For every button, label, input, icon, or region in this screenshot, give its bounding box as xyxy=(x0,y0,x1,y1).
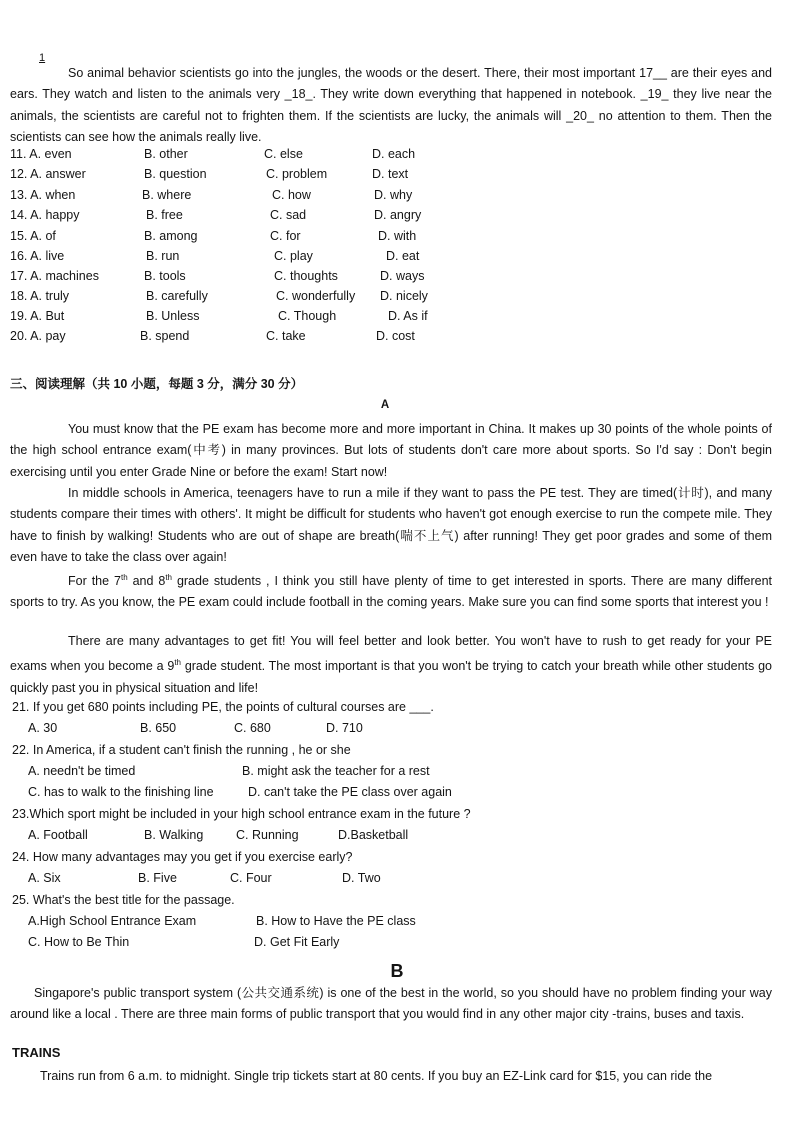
cloze-option-row xyxy=(10,246,470,266)
passage-b-label: B xyxy=(390,961,404,981)
cloze-option-row xyxy=(10,326,470,346)
option-c: C. play xyxy=(274,249,313,263)
option-b: B. among xyxy=(144,229,198,243)
paragraph-text: Singapore's public transport system (公共交通系统) is one of the best in the world, so you should have no problem finding your way around like a local . There are three main forms of public transport that you would find in any other major city -trains, buses and taxis. xyxy=(10,986,772,1021)
option-b: B. Walking xyxy=(144,828,204,842)
cloze-option-row xyxy=(10,306,470,326)
option-d: D.Basketball xyxy=(338,828,409,842)
option-b: B. free xyxy=(146,208,183,222)
cloze-option-row xyxy=(10,205,470,225)
option-b: B. might ask the teacher for a rest xyxy=(242,764,430,778)
passage-a-p3 xyxy=(10,567,772,614)
option-a: 15. A. of xyxy=(10,229,56,243)
passage-a-p2 xyxy=(10,483,772,568)
option-c: C. for xyxy=(270,229,301,243)
page-number: 1 xyxy=(39,52,46,64)
option-d: D. text xyxy=(372,167,409,181)
cloze-option-row xyxy=(10,164,470,184)
passage-a-p4 xyxy=(10,631,772,699)
option-c: C. else xyxy=(264,147,303,161)
paragraph-text: Trains run from 6 a.m. to midnight. Single trip tickets start at 80 cents. If you buy an EZ-Link card for $15, you can ride the xyxy=(40,1069,713,1083)
cloze-option-row xyxy=(10,226,470,246)
option-c: C. has to walk to the finishing line xyxy=(28,785,214,799)
option-b: B. spend xyxy=(140,329,190,343)
option-c: C. thoughts xyxy=(274,269,338,283)
question-stem: 21. If you get 680 points including PE, the points of cultural courses are ___. xyxy=(12,700,434,714)
cloze-option-row xyxy=(10,286,470,306)
option-b: B. How to Have the PE class xyxy=(256,914,416,928)
passage-b-intro xyxy=(10,983,772,1024)
cloze-option-row xyxy=(10,144,470,164)
question-stem: 23.Which sport might be included in your high school entrance exam in the future ? xyxy=(12,807,471,821)
paragraph-text-start: There are many advantages to get fit! You will feel better and look better. You won't have to rush to get ready for your PE exams when you become a 9 xyxy=(10,634,772,674)
option-d: D. As if xyxy=(388,309,428,323)
option-c: C. sad xyxy=(270,208,307,222)
option-a: A. needn't be timed xyxy=(28,764,136,778)
option-c: C. Running xyxy=(236,828,299,842)
paragraph-text: In middle schools in America, teenagers have to run a mile if they want to pass the PE test. They are timed(计时), and many students compare their times with others'. It might be difficult for students who haven't got enough exercise to run the compete mile. They have to finish by walking! Students who are out of shape are breath(喘不上气) after running! They get poor grades and some of them even have to take the class over again! xyxy=(10,486,772,564)
option-d: D. cost xyxy=(376,329,415,343)
option-d: D. Get Fit Early xyxy=(254,935,340,949)
option-a: 19. A. But xyxy=(10,309,65,323)
option-a: 14. A. happy xyxy=(10,208,80,222)
passage-a-label: A xyxy=(380,399,390,411)
option-d: D. 710 xyxy=(326,721,363,735)
option-a: A. Football xyxy=(28,828,88,842)
option-c: C. how xyxy=(272,188,311,202)
section-title: 三、阅读理解（共 10 小题，每题 3 分，满分 30 分） xyxy=(10,377,304,391)
option-a: A.High School Entrance Exam xyxy=(28,914,197,928)
option-a: 20. A. pay xyxy=(10,329,66,343)
superscript: th xyxy=(120,573,128,582)
option-d: D. nicely xyxy=(380,289,428,303)
option-d: D. ways xyxy=(380,269,425,283)
option-b: B. tools xyxy=(144,269,186,283)
question-stem: 24. How many advantages may you get if you exercise early? xyxy=(12,850,353,864)
option-d: D. Two xyxy=(342,871,381,885)
option-a: A. 30 xyxy=(28,721,58,735)
option-b: B. Unless xyxy=(146,309,200,323)
option-a: 17. A. machines xyxy=(10,269,99,283)
option-b: B. 650 xyxy=(140,721,177,735)
option-b: B. carefully xyxy=(146,289,208,303)
option-c: C. wonderfully xyxy=(276,289,356,303)
option-c: C. Though xyxy=(278,309,337,323)
paragraph-text: You must know that the PE exam has become more and more important in China. It makes up 30 points of the whole points of the high school entrance exam(中考) in many provinces. But lots of students don't care more about sports. So I'd say : Don't begin exercising until you enter Grade Nine or before the exam! Start now! xyxy=(10,422,772,479)
option-c: C. 680 xyxy=(234,721,271,735)
question-stem: 22. In America, if a student can't finish the running , he or she xyxy=(12,743,351,757)
cloze-option-row xyxy=(10,185,470,205)
paragraph-text-mid: and 8 xyxy=(127,574,166,589)
option-c: C. Four xyxy=(230,871,272,885)
option-a: A. Six xyxy=(28,871,61,885)
paragraph-text-start: For the 7 xyxy=(68,574,121,589)
superscript: th xyxy=(165,573,172,582)
option-a: 16. A. live xyxy=(10,249,65,263)
trains-text xyxy=(10,1066,772,1088)
cloze-option-row xyxy=(10,266,470,286)
paragraph-text-rest: grade student. The most important is that you won't be trying to catch your breath while other students go quickly past you in physical situation and life! xyxy=(10,659,772,695)
trains-heading: TRAINS xyxy=(12,1045,61,1060)
option-d: D. each xyxy=(372,147,416,161)
option-d: D. with xyxy=(378,229,417,243)
option-b: B. run xyxy=(146,249,180,263)
paragraph-text-rest: grade students , I think you still have plenty of time to get interested in sports. There are many different sports to try. As you know, the PE exam could include football in the coming years. Make sure you can find some sports that interest you ! xyxy=(10,574,772,610)
option-b: B. Five xyxy=(138,871,177,885)
cloze-passage-text: So animal behavior scientists go into the jungles, the woods or the desert. There, their most important 17__ are their eyes and ears. They watch and listen to the animals very _18_. They write down everything that happened in notebook. _19_ they live near the animals, the scientists are careful not to frighten them. If the scientists are lucky, the animals will _20_ no attention to them. Then the scientists can see how the animals really live. xyxy=(10,66,772,144)
option-d: D. angry xyxy=(374,208,422,222)
option-c: C. How to Be Thin xyxy=(28,935,130,949)
option-d: D. why xyxy=(374,188,413,202)
superscript: th xyxy=(174,658,181,668)
option-a: 13. A. when xyxy=(10,188,76,202)
question-stem: 25. What's the best title for the passage. xyxy=(12,893,235,907)
option-b: B. other xyxy=(144,147,188,161)
option-c: C. take xyxy=(266,329,306,343)
option-a: 12. A. answer xyxy=(10,167,86,181)
option-a: 11. A. even xyxy=(10,147,72,161)
option-d: D. eat xyxy=(386,249,420,263)
option-a: 18. A. truly xyxy=(10,289,70,303)
option-b: B. where xyxy=(142,188,192,202)
option-b: B. question xyxy=(144,167,207,181)
passage-a-p1 xyxy=(10,419,772,483)
cloze-passage xyxy=(10,63,772,148)
option-d: D. can't take the PE class over again xyxy=(248,785,452,799)
option-c: C. problem xyxy=(266,167,328,181)
